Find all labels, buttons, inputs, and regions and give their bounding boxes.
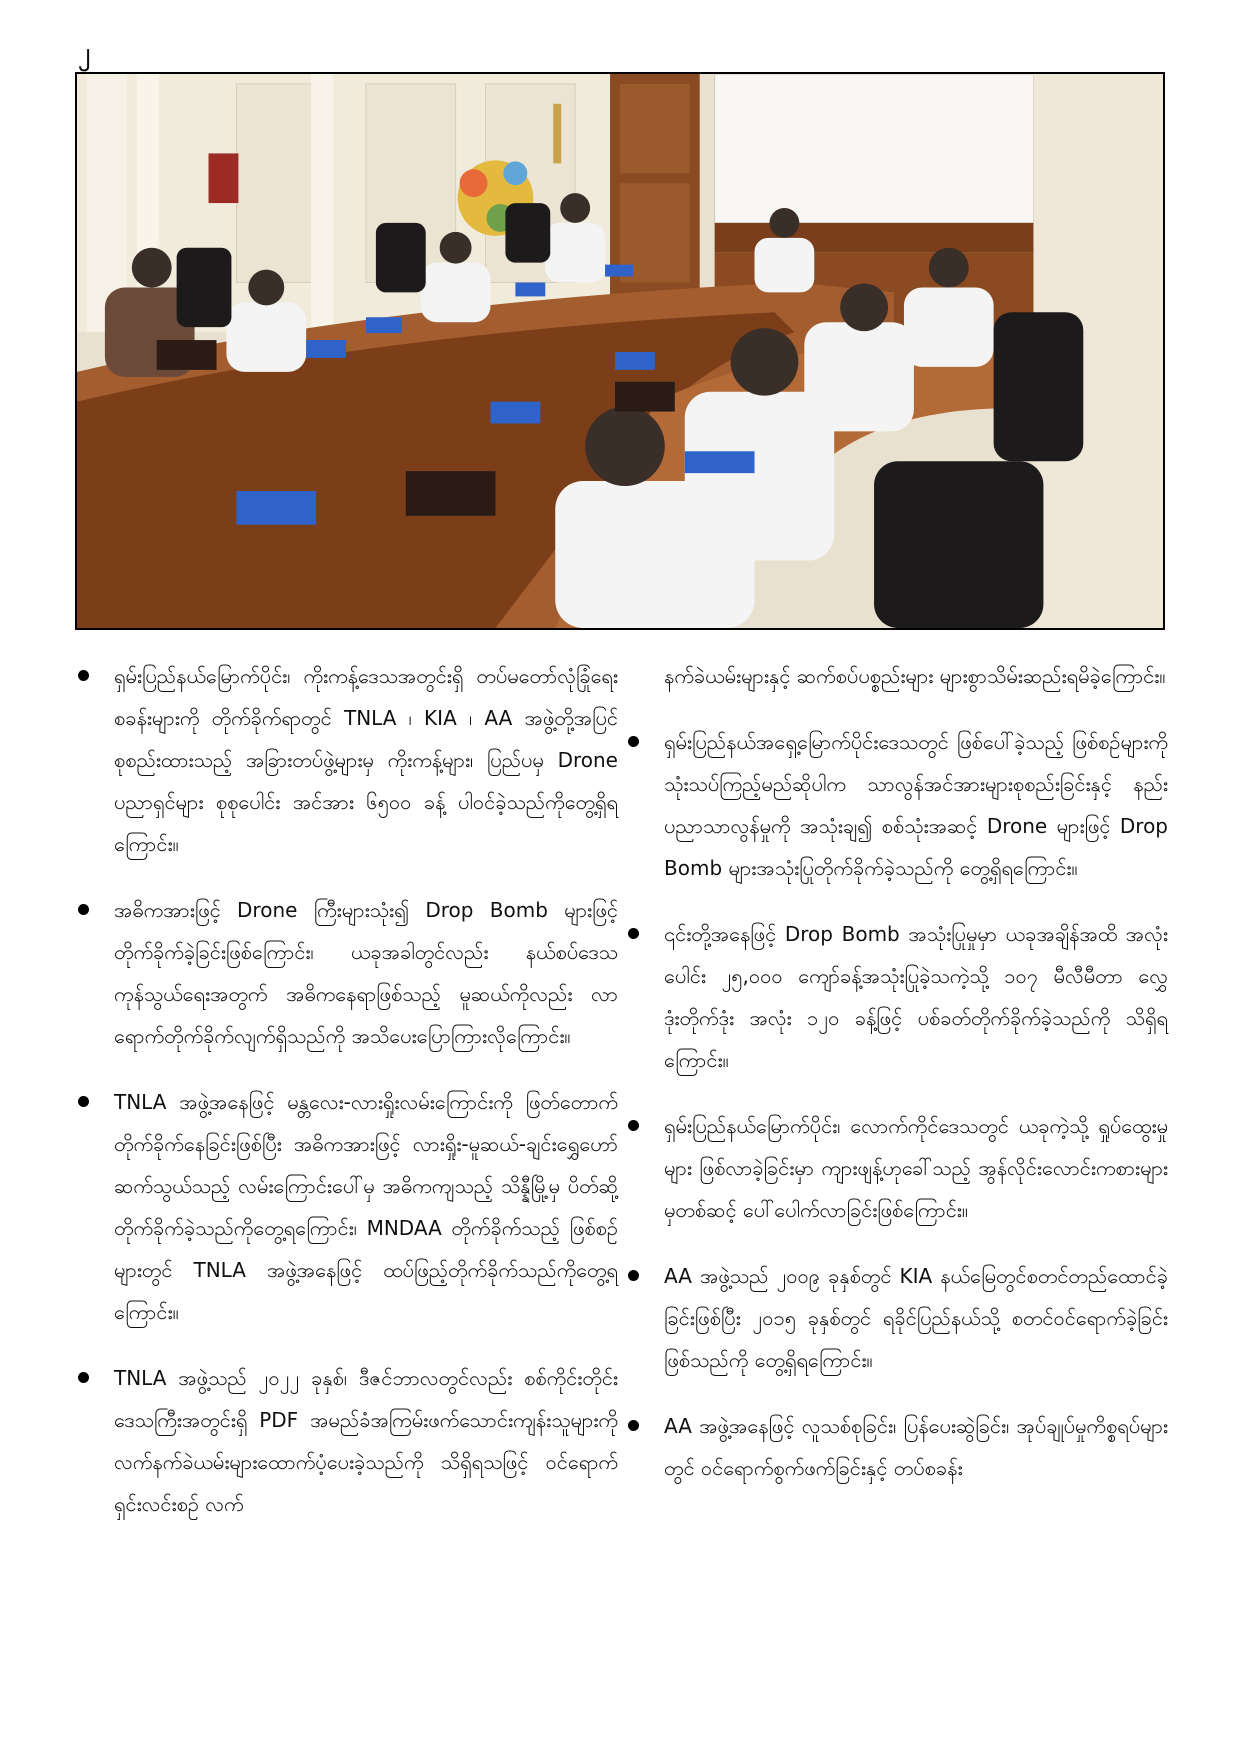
list-item: ရှမ်းပြည်နယ်မြောက်ပိုင်း၊ ကိုးကန့်ဒေသအတွင်းရှိ တပ်မတော်လုံခြုံရေးစခန်းများကို တိုက်ခိုက်ရာတွင် TNLA ၊ KIA ၊ AA အဖွဲ့တို့အပြင် စုစည်းထားသည့် အခြားတပ်ဖွဲ့များမှ ကိုးကန့်များ၊ ပြည်ပမှ Drone ပညာရှင်များ စုစုပေါင်း အင်အား ၆၅၀၀ ခန့် ပါဝင်ခဲ့သည်ကိုတွေ့ရှိရကြောင်း။ xyxy=(78,655,618,865)
list-item: ရှမ်းပြည်နယ်အရှေ့မြောက်ပိုင်းဒေသတွင် ဖြစ်ပေါ်ခဲ့သည့် ဖြစ်စဉ်များကို သုံးသပ်ကြည့်မည်ဆိုပါက သာလွန်အင်အားများစုစည်းခြင်းနှင့် နည်းပညာသာလွန်မှုကို အသုံးချ၍ စစ်သုံးအဆင့် Drone များဖြင့် Drop Bomb များအသုံးပြုတိုက်ခိုက်ခဲ့သည်ကို တွေ့ရှိရကြောင်း။ xyxy=(628,721,1168,889)
right-column xyxy=(628,655,1168,1513)
left-bullet-list xyxy=(78,655,618,1525)
page-number: ၂ xyxy=(78,38,90,66)
list-item: ရှမ်းပြည်နယ်မြောက်ပိုင်း၊ လောက်ကိုင်ဒေသတွင် ယခုကဲ့သို့ ရှုပ်ထွေးမှုများ ဖြစ်လာခဲ့ခြင်းမှာ ကျားဖျန့်ဟုခေါ်သည့် အွန်လိုင်းလောင်းကစားများမှတစ်ဆင့် ပေါ်ပေါက်လာခြင်းဖြစ်ကြောင်း။ xyxy=(628,1105,1168,1231)
list-item: ၎င်းတို့အနေဖြင့် Drop Bomb အသုံးပြုမှုမှာ ယခုအချိန်အထိ အလုံးပေါင်း ၂၅,၀၀၀ ကျော်ခန့်အသုံးပြုခဲ့သကဲ့သို့ ၁၀၇ မီလီမီတာ လွှေဒုံးတိုက်ဒုံး အလုံး ၁၂၀ ခန့်ဖြင့် ပစ်ခတ်တိုက်ခိုက်ခဲ့သည်ကို သိရှိရကြောင်း။ xyxy=(628,913,1168,1081)
list-item-continuation: နက်ခဲယမ်းများနှင့် ဆက်စပ်ပစ္စည်းများ များစွာသိမ်းဆည်းရမိခဲ့ကြောင်း။ xyxy=(664,664,1166,688)
meeting-room-photo xyxy=(75,72,1165,630)
list-item: TNLA အဖွဲ့သည် ၂၀၂၂ ခုနှစ်၊ ဒီဇင်ဘာလတွင်လည်း စစ်ကိုင်းတိုင်းဒေသကြီးအတွင်းရှိ PDF အမည်ခံအကြမ်းဖက်သောင်းကျန်းသူများကို လက်နက်ခဲယမ်းများထောက်ပံ့ပေးခဲ့သည်ကို သိရှိရသဖြင့် ဝင်ရောက်ရှင်းလင်းစဉ် လက် xyxy=(78,1357,618,1525)
meeting-room-photo-illustration xyxy=(77,74,1163,628)
list-item: AA အဖွဲ့အနေဖြင့် လူသစ်စုခြင်း၊ ပြန်ပေးဆွဲခြင်း၊ အုပ်ချုပ်မှုကိစ္စရပ်များတွင် ဝင်ရောက်စွက်ဖက်ခြင်းနှင့် တပ်စခန်း xyxy=(628,1405,1168,1489)
list-item: AA အဖွဲ့သည် ၂၀၀၉ ခုနှစ်တွင် KIA နယ်မြေတွင်စတင်တည်ထောင်ခဲ့ခြင်းဖြစ်ပြီး ၂၀၁၅ ခုနှစ်တွင် ရခိုင်ပြည်နယ်သို့ စတင်ဝင်ရောက်ခဲ့ခြင်းဖြစ်သည်ကို တွေ့ရှိရကြောင်း။ xyxy=(628,1255,1168,1381)
list-item: အဓိကအားဖြင့် Drone ကြီးများသုံး၍ Drop Bomb များဖြင့် တိုက်ခိုက်ခဲ့ခြင်းဖြစ်ကြောင်း၊ ယခုအခါတွင်လည်း နယ်စပ်ဒေသကုန်သွယ်ရေးအတွက် အဓိကနေရာဖြစ်သည့် မူဆယ်ကိုလည်း လာရောက်တိုက်ခိုက်လျက်ရှိသည်ကို အသိပေးပြောကြားလိုကြောင်း။ xyxy=(78,889,618,1057)
right-bullet-list xyxy=(628,655,1168,1489)
list-item: TNLA အဖွဲ့အနေဖြင့် မန္တလေး-လားရှိုးလမ်းကြောင်းကို ဖြတ်တောက်တိုက်ခိုက်နေခြင်းဖြစ်ပြီး အဓိကအားဖြင့် လားရှိုး-မူဆယ်-ချင်းရွှေဟော် ဆက်သွယ်သည့် လမ်းကြောင်းပေါ်မှ အဓိကကျသည့် သိန္နီမြို့မှ ပိတ်ဆို့တိုက်ခိုက်ခဲ့သည်ကိုတွေ့ရကြောင်း၊ MNDAA တိုက်ခိုက်သည့် ဖြစ်စဉ်များတွင် TNLA အဖွဲ့အနေဖြင့် ထပ်ဖြည့်တိုက်ခိုက်သည်ကိုတွေ့ရကြောင်း။ xyxy=(78,1081,618,1333)
left-column xyxy=(78,655,618,1549)
